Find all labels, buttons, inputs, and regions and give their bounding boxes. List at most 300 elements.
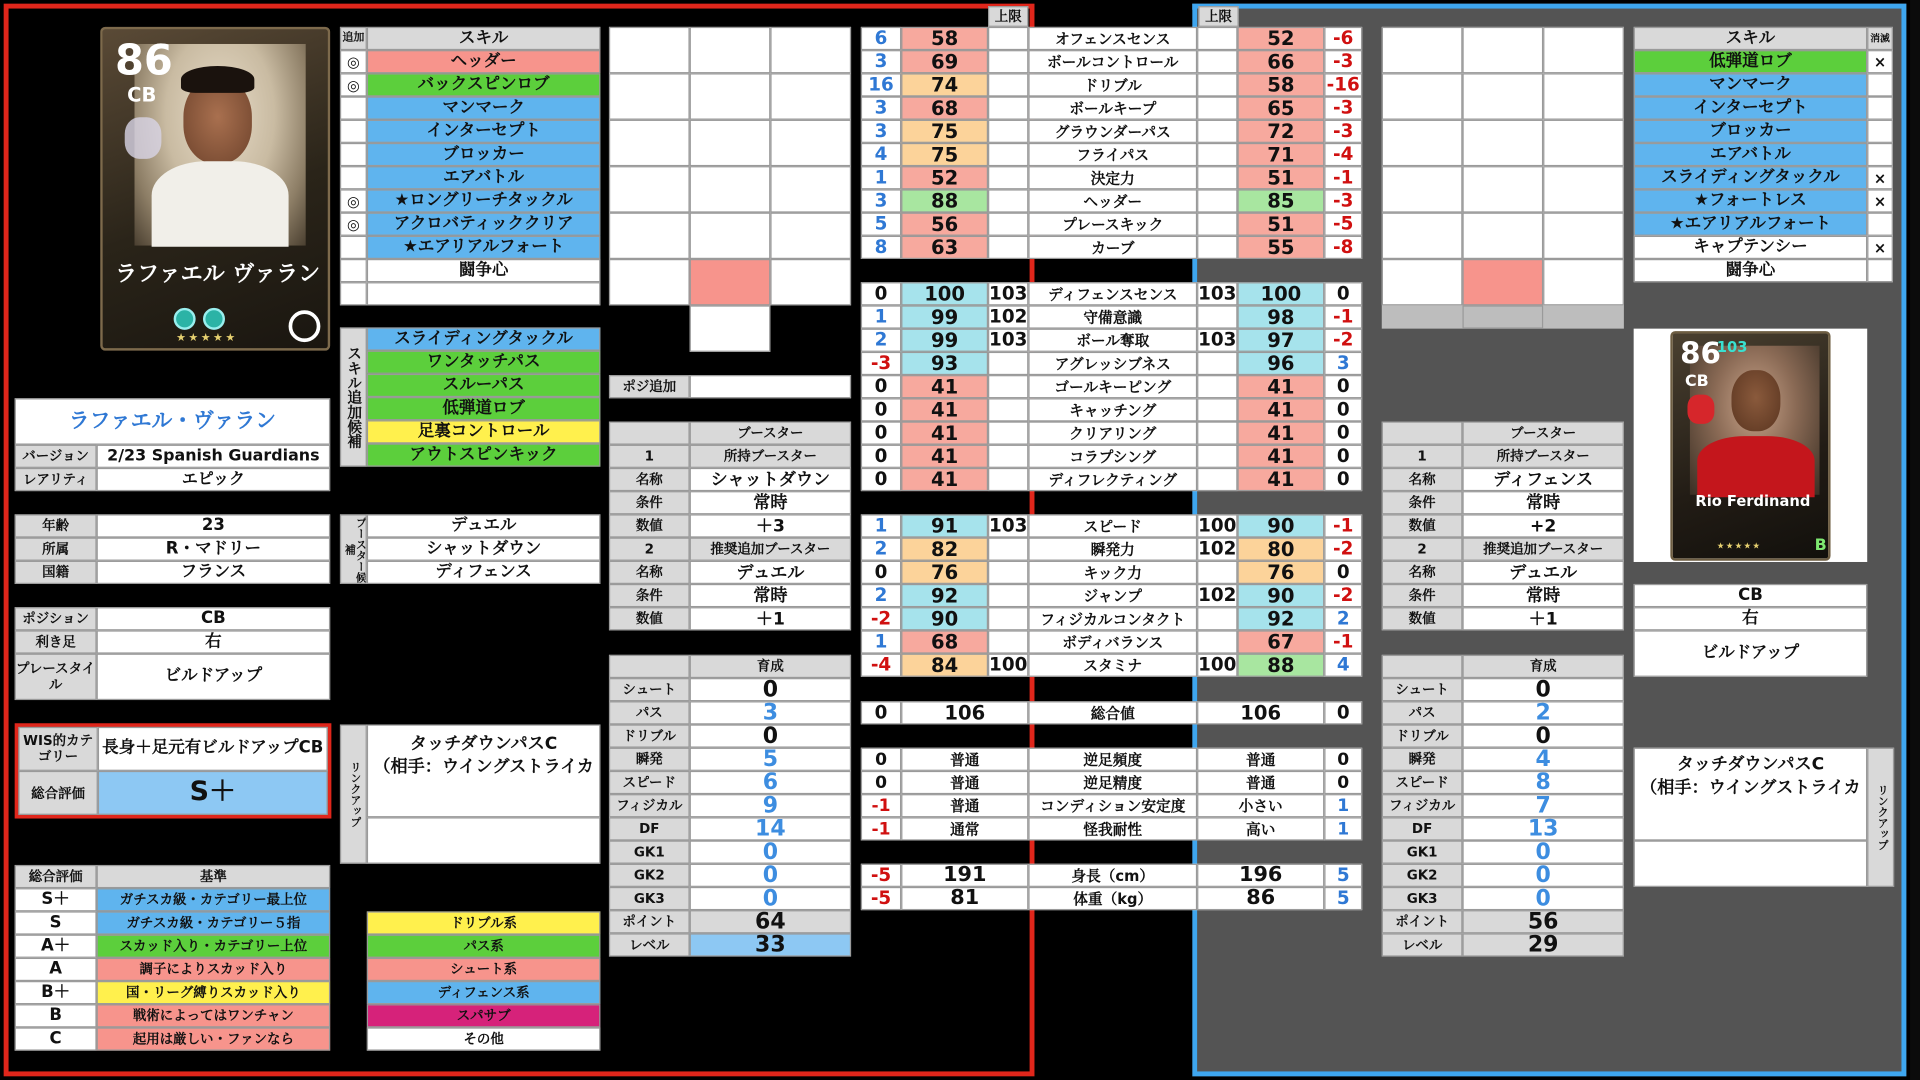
right-grid-strip-cell [1462, 305, 1543, 328]
stat-diff-left: 0 [861, 282, 901, 305]
skill-item[interactable]: バックスピンロブ [367, 73, 601, 96]
stat-value-left: 52 [901, 166, 988, 189]
skill-item[interactable]: マンマーク [367, 97, 601, 120]
body-diff-left: -5 [861, 864, 901, 887]
booster-label: 数値 [609, 607, 690, 630]
booster-label: 名称 [1382, 468, 1463, 491]
stat-limit-right: 102 [1198, 537, 1237, 560]
booster-candidate[interactable]: シャットダウン [367, 538, 601, 561]
train-label: GK2 [1382, 864, 1463, 887]
stat-diff-left: 3 [861, 189, 901, 212]
info-value: 23 [97, 514, 331, 537]
info-value: フランス [97, 561, 331, 584]
right-skill-removed-mark [1867, 120, 1893, 143]
skill-item[interactable]: 闘争心 [367, 259, 601, 282]
info-label: レアリティ [15, 468, 97, 491]
booster-label: 数値 [1382, 607, 1463, 630]
position-cell[interactable] [770, 166, 851, 212]
position-cell[interactable] [1462, 27, 1543, 73]
player-info-version [15, 445, 330, 491]
stat-name: 瞬発力 [1028, 538, 1197, 561]
booster-table-left [609, 421, 851, 630]
skill-added-mark [340, 97, 367, 120]
stat-value-left: 100 [901, 282, 988, 305]
position-cell[interactable] [1382, 73, 1463, 119]
booster-value: デュエル [690, 561, 851, 584]
skill-item[interactable]: エアバトル [367, 166, 601, 189]
body-value-right: 196 [1197, 864, 1324, 887]
legend-grade: C [15, 1027, 97, 1050]
body-diff-right: 5 [1324, 887, 1362, 910]
stat-limit-left [988, 468, 1028, 491]
misc-diff-right: 1 [1324, 794, 1362, 817]
stat-value-left: 68 [901, 97, 988, 120]
position-grid[interactable] [609, 27, 851, 306]
stat-diff-right: -3 [1324, 120, 1362, 143]
stat-name: グラウンダーパス [1028, 120, 1197, 143]
right-skill-item[interactable]: エアバトル [1634, 143, 1868, 166]
stat-diff-right: -6 [1324, 27, 1362, 50]
skill-added-mark [340, 236, 367, 259]
misc-value-right: 普通 [1197, 771, 1324, 794]
stat-limit-right [1197, 630, 1237, 653]
right-skill-item[interactable]: 闘争心 [1634, 259, 1868, 282]
stat-limit-left [988, 584, 1028, 607]
right-skill-item[interactable]: ブロッカー [1634, 120, 1868, 143]
right-skill-head-tag: 消滅 [1867, 27, 1893, 50]
stat-value-right: 90 [1237, 584, 1324, 607]
training-table-left [609, 655, 851, 957]
card-name: ラファエル ヴァラン [115, 261, 321, 288]
stat-value-left: 76 [901, 561, 988, 584]
skill-candidate[interactable]: スルーパス [367, 374, 601, 397]
stats-body-rows [861, 864, 1362, 910]
train-label: ドリブル [609, 724, 690, 747]
skill-added-mark [340, 166, 367, 189]
stat-diff-left: 4 [861, 143, 901, 166]
body-label: 身長（cm） [1028, 864, 1197, 887]
right-skill-item[interactable]: 低弾道ロブ [1634, 50, 1868, 73]
position-cell[interactable] [1543, 166, 1624, 212]
skill-legend-item: シュート系 [367, 958, 601, 981]
stat-name: ゴールキーピング [1028, 375, 1197, 398]
misc-value-left: 普通 [901, 794, 1028, 817]
legend-desc: ガチスカ級・カテゴリー５指 [97, 911, 331, 934]
stat-limit-right: 100 [1198, 514, 1237, 537]
stat-value-left: 88 [901, 189, 988, 212]
position-cell[interactable] [690, 27, 771, 73]
position-cell[interactable] [1462, 213, 1543, 259]
stat-limit-right: 103 [1198, 328, 1237, 351]
train-value: 56 [1462, 910, 1623, 933]
skill-candidate[interactable]: アウトスピンキック [367, 443, 601, 466]
stat-value-right: 51 [1237, 166, 1324, 189]
card-rating: 86 [1680, 335, 1721, 371]
stat-diff-left: 0 [861, 468, 901, 491]
legend-desc: 起用は厳しい・ファンなら [97, 1027, 331, 1050]
train-value: 5 [690, 748, 851, 771]
card-stars: ★★★★★ [1716, 541, 1762, 551]
stat-limit-right [1197, 97, 1237, 120]
position-cell[interactable] [770, 120, 851, 166]
stat-value-right: 85 [1237, 189, 1324, 212]
total-value-left: 106 [901, 701, 1028, 724]
skill-candidate[interactable]: ワンタッチパス [367, 351, 601, 374]
skill-candidate[interactable]: 低弾道ロブ [367, 397, 601, 420]
stat-value-left: 82 [901, 538, 988, 561]
right-skill-item[interactable]: インターセプト [1634, 97, 1868, 120]
skill-item[interactable]: ★エアリアルフォート [367, 236, 601, 259]
stat-limit-left [988, 352, 1028, 375]
misc-diff-left: -1 [861, 794, 901, 817]
right-skill-item[interactable]: マンマーク [1634, 73, 1868, 96]
right-skill-table [1634, 27, 1893, 282]
stat-limit-right [1197, 73, 1237, 96]
stat-name: キャッチング [1028, 398, 1197, 421]
player-photo-shirt [152, 161, 289, 247]
stat-value-right: 55 [1237, 236, 1324, 259]
player-info-profile [15, 514, 330, 584]
misc-diff-left: -1 [861, 817, 901, 840]
position-cell[interactable] [690, 73, 771, 119]
right-skill-removed-mark [1867, 73, 1893, 96]
legend-desc: 国・リーグ縛りスカッド入り [97, 981, 331, 1004]
player-card-right[interactable] [1670, 331, 1830, 561]
stat-limit-left: 103 [989, 514, 1028, 537]
train-label: レベル [609, 933, 690, 956]
stat-name: プレースキック [1028, 213, 1197, 236]
card-position: CB [1685, 372, 1709, 391]
train-label: GK1 [1382, 841, 1463, 864]
linkup-line2: （相手：ウイングストライカ [1640, 778, 1861, 798]
stat-name: 決定力 [1028, 166, 1197, 189]
misc-diff-right: 0 [1324, 748, 1362, 771]
position-cell[interactable] [1462, 259, 1543, 305]
misc-label: 怪我耐性 [1028, 817, 1197, 840]
position-cell[interactable] [1382, 259, 1463, 305]
stat-limit-left [988, 445, 1028, 468]
stat-value-left: 84 [901, 654, 988, 677]
linkup-label-right: リンクアップ [1867, 748, 1894, 887]
body-label: 体重（kg） [1028, 887, 1197, 910]
stat-limit-left [988, 97, 1028, 120]
stat-limit-right [1197, 421, 1237, 444]
train-value: 64 [690, 910, 851, 933]
stat-diff-right: 0 [1324, 398, 1362, 421]
stat-limit-left [988, 50, 1028, 73]
info-label: ポジション [15, 607, 97, 630]
position-cell[interactable] [1543, 27, 1624, 73]
booster-value: 所持ブースター [1462, 445, 1623, 468]
booster-label: 条件 [609, 491, 690, 514]
linkup-line1: タッチダウンパスC [409, 734, 558, 754]
limit-label-left: 上限 [988, 6, 1028, 27]
stat-diff-left: 16 [861, 73, 901, 96]
stat-diff-right: -3 [1324, 50, 1362, 73]
right-skill-item[interactable]: ★エアリアルフォート [1634, 213, 1868, 236]
stat-diff-right: 2 [1324, 607, 1362, 630]
position-cell[interactable] [1462, 120, 1543, 166]
booster-label: 名称 [609, 468, 690, 491]
stats-group-defense [861, 282, 1362, 491]
wis-category-value: 長身＋足元有ビルドアップCB [98, 727, 328, 771]
body-value-left: 191 [901, 864, 1028, 887]
stat-diff-left: 3 [861, 120, 901, 143]
legend-grade: B [15, 1004, 97, 1027]
stat-diff-right: -16 [1324, 73, 1362, 96]
right-skill-removed-mark: × [1867, 236, 1893, 259]
position-cell[interactable] [609, 120, 690, 166]
train-label: GK1 [609, 841, 690, 864]
info-label: 国籍 [15, 561, 97, 584]
position-cell[interactable] [1382, 120, 1463, 166]
skill-color-legend [367, 911, 601, 1050]
stat-name: ボール奪取 [1028, 329, 1197, 352]
booster-label: 2 [609, 538, 690, 561]
right-info-foot: 右 [1634, 607, 1868, 630]
stat-limit-right [1197, 468, 1237, 491]
stat-limit-left: 100 [989, 653, 1028, 676]
booster-candidate-label: ブースター候補 [340, 514, 367, 584]
position-cell[interactable] [609, 259, 690, 305]
total-label: 総合値 [1028, 701, 1197, 724]
player-photo-hair [181, 66, 254, 93]
train-value: 0 [690, 841, 851, 864]
stat-diff-left: 2 [861, 329, 901, 352]
stat-limit-right [1197, 375, 1237, 398]
stat-name: ボールコントロール [1028, 50, 1197, 73]
skill-candidate[interactable]: スライディングタックル [367, 327, 601, 350]
position-cell[interactable] [770, 213, 851, 259]
stat-diff-left: 2 [861, 538, 901, 561]
train-label: スピード [609, 771, 690, 794]
stat-value-right: 76 [1237, 561, 1324, 584]
skill-candidate[interactable]: 足裏コントロール [367, 420, 601, 443]
misc-diff-left: 0 [861, 748, 901, 771]
position-cell[interactable] [609, 27, 690, 73]
legend-head: 総合評価 [15, 865, 97, 888]
position-add-label: ポジ追加 [609, 375, 690, 398]
right-skill-removed-mark: × [1867, 189, 1893, 212]
train-value: 8 [1462, 771, 1623, 794]
position-cell[interactable] [1543, 259, 1624, 305]
stat-value-right: 90 [1237, 514, 1324, 537]
position-grid-right[interactable] [1382, 27, 1624, 306]
legend-grade: B＋ [15, 981, 97, 1004]
train-value: 29 [1462, 933, 1623, 956]
stat-value-left: 91 [901, 514, 988, 537]
skill-item[interactable]: ★ロングリーチタックル [367, 189, 601, 212]
booster-value: ＋1 [1462, 607, 1623, 630]
card-rating: 86 [114, 36, 173, 86]
stat-value-left: 74 [901, 73, 988, 96]
position-cell[interactable] [1543, 73, 1624, 119]
train-value: 0 [1462, 864, 1623, 887]
train-head: 育成 [690, 655, 851, 678]
stat-limit-right [1197, 143, 1237, 166]
booster-candidate[interactable]: デュエル [367, 514, 601, 537]
skill-item[interactable] [367, 282, 601, 305]
train-label: フィジカル [1382, 794, 1463, 817]
skill-item[interactable]: ブロッカー [367, 143, 601, 166]
stat-diff-left: 0 [861, 421, 901, 444]
body-value-right: 86 [1197, 887, 1324, 910]
position-cell[interactable] [770, 27, 851, 73]
linkup-text-left [367, 724, 601, 817]
stat-name: 守備意識 [1028, 305, 1197, 328]
position-cell[interactable] [690, 305, 771, 351]
limit-label-right: 上限 [1198, 6, 1238, 27]
legend-desc: ガチスカ級・カテゴリー最上位 [97, 888, 331, 911]
skill-item[interactable]: ヘッダー [367, 50, 601, 73]
stat-value-left: 75 [901, 143, 988, 166]
booster-label: 条件 [1382, 584, 1463, 607]
card-badge-icon [174, 308, 196, 330]
stat-value-left: 56 [901, 213, 988, 236]
skill-added-mark: ◎ [340, 50, 367, 73]
stat-value-left: 99 [901, 305, 988, 328]
position-cell[interactable] [609, 166, 690, 212]
train-value: 3 [690, 701, 851, 724]
stat-value-left: 63 [901, 236, 988, 259]
train-label: ドリブル [1382, 724, 1463, 747]
train-value: 0 [690, 864, 851, 887]
card-boost-rating: 103 [1716, 338, 1748, 356]
right-skill-item[interactable]: スライディングタックル [1634, 166, 1868, 189]
misc-diff-right: 1 [1324, 817, 1362, 840]
position-cell[interactable] [1462, 166, 1543, 212]
train-head-blank [1382, 655, 1463, 678]
skill-head: スキル [367, 27, 601, 50]
train-label: DF [1382, 817, 1463, 840]
stats-group-offense [861, 27, 1362, 259]
train-label: シュート [1382, 678, 1463, 701]
stat-limit-right: 103 [1198, 282, 1237, 305]
booster-value: 所持ブースター [690, 445, 851, 468]
position-cell[interactable] [609, 73, 690, 119]
legend-desc: 戦術によってはワンチャン [97, 1004, 331, 1027]
stat-diff-right: 3 [1324, 352, 1362, 375]
right-player-info [1634, 584, 1868, 677]
skill-item[interactable]: アクロバティッククリア [367, 213, 601, 236]
train-label: DF [609, 817, 690, 840]
stats-group-physical [861, 514, 1362, 676]
train-value: 7 [1462, 794, 1623, 817]
skill-legend-item: ディフェンス系 [367, 981, 601, 1004]
info-label: 利き足 [15, 630, 97, 653]
booster-value: 常時 [690, 491, 851, 514]
position-cell[interactable] [1462, 73, 1543, 119]
info-label: バージョン [15, 445, 97, 468]
position-cell[interactable] [690, 213, 771, 259]
position-cell[interactable] [609, 213, 690, 259]
legend-head: 基準 [97, 865, 331, 888]
skill-candidate-label: スキル追加候補 [340, 327, 367, 466]
stat-value-left: 69 [901, 50, 988, 73]
stat-diff-right: 0 [1324, 445, 1362, 468]
booster-value: 常時 [690, 584, 851, 607]
skill-item[interactable]: インターセプト [367, 120, 601, 143]
stat-value-right: 51 [1237, 213, 1324, 236]
position-cell[interactable] [1382, 213, 1463, 259]
misc-value-left: 普通 [901, 771, 1028, 794]
stat-limit-left [988, 236, 1028, 259]
stat-limit-left: 103 [989, 328, 1028, 351]
stat-diff-right: -5 [1324, 213, 1362, 236]
skill-legend-item: その他 [367, 1027, 601, 1050]
stat-name: フライパス [1028, 143, 1197, 166]
card-corner-letter: B [1814, 536, 1827, 555]
stat-diff-left: 2 [861, 584, 901, 607]
right-skill-item[interactable]: ★フォートレス [1634, 189, 1868, 212]
right-skill-head: スキル [1634, 27, 1868, 50]
linkup-blank-right [1634, 841, 1868, 887]
position-cell[interactable] [1382, 27, 1463, 73]
right-skill-item[interactable]: キャプテンシー [1634, 236, 1868, 259]
stat-value-right: 52 [1237, 27, 1324, 50]
stat-value-right: 41 [1237, 375, 1324, 398]
skill-added-mark [340, 282, 367, 305]
train-value: 9 [690, 794, 851, 817]
stat-value-left: 75 [901, 120, 988, 143]
training-table-right [1382, 655, 1624, 957]
stat-diff-left: 3 [861, 97, 901, 120]
wis-category-label: WIS的カテゴリー [18, 727, 97, 771]
position-cell[interactable] [1382, 166, 1463, 212]
stat-diff-right: 0 [1324, 375, 1362, 398]
stat-value-left: 41 [901, 398, 988, 421]
position-cell[interactable] [770, 73, 851, 119]
stat-value-left: 58 [901, 27, 988, 50]
position-add-value[interactable] [690, 375, 851, 398]
right-skill-removed-mark [1867, 213, 1893, 236]
position-cell[interactable] [690, 120, 771, 166]
position-cell[interactable] [1543, 120, 1624, 166]
stat-limit-left [988, 561, 1028, 584]
stat-diff-left: 1 [861, 630, 901, 653]
stat-limit-left [988, 189, 1028, 212]
player-card-left[interactable] [100, 27, 330, 351]
misc-value-right: 高い [1197, 817, 1324, 840]
booster-candidate[interactable]: ディフェンス [367, 561, 601, 584]
stat-diff-right: -2 [1324, 584, 1362, 607]
train-value: 2 [1462, 701, 1623, 724]
position-cell[interactable] [690, 166, 771, 212]
train-head-blank [609, 655, 690, 678]
stat-diff-right: -1 [1324, 305, 1362, 328]
position-cell[interactable] [1543, 213, 1624, 259]
info-value: R・マドリー [97, 538, 331, 561]
stat-name: クリアリング [1028, 421, 1197, 444]
stat-name: ドリブル [1028, 73, 1197, 96]
position-cell[interactable] [770, 259, 851, 305]
train-label: レベル [1382, 933, 1463, 956]
stat-diff-left: 0 [861, 445, 901, 468]
club-crest-icon [125, 117, 162, 159]
stat-name: ディフェンスセンス [1028, 282, 1197, 305]
train-label: ポイント [609, 910, 690, 933]
stat-limit-left [988, 143, 1028, 166]
stat-diff-right: -1 [1324, 514, 1362, 537]
booster-label: 数値 [1382, 514, 1463, 537]
stat-diff-left: 1 [861, 514, 901, 537]
position-cell[interactable] [690, 259, 771, 305]
misc-value-left: 通常 [901, 817, 1028, 840]
booster-label: 条件 [1382, 491, 1463, 514]
booster-value: 推奨追加ブースター [690, 538, 851, 561]
skill-added-mark [340, 143, 367, 166]
right-info-position: CB [1634, 584, 1868, 607]
